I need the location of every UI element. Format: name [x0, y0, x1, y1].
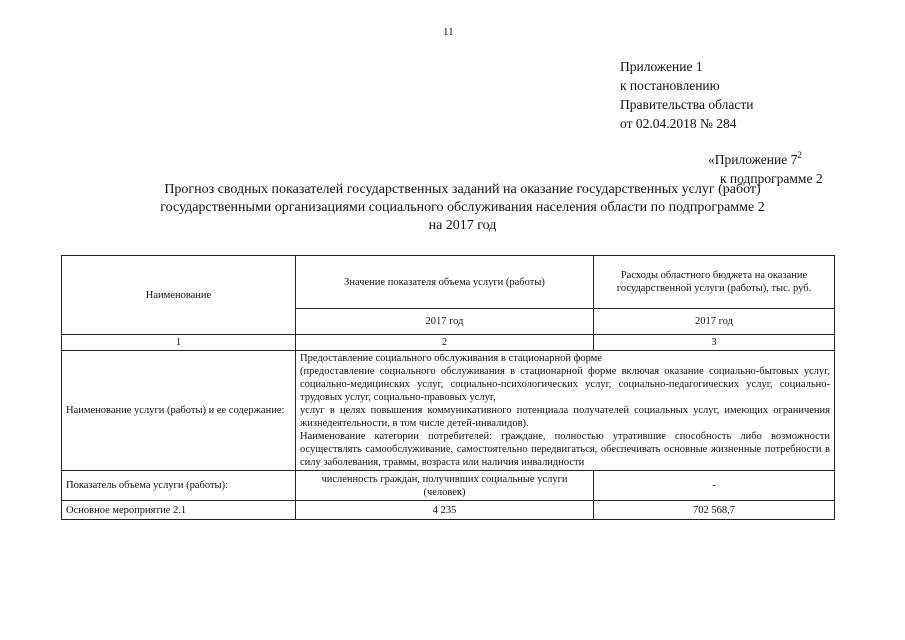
- table-row: [62, 501, 835, 520]
- header-year-expenses: 2017 год: [594, 309, 835, 335]
- appendix-header-line1: Приложение 1: [620, 59, 703, 74]
- service-description: [296, 351, 835, 471]
- page-number: 11: [443, 26, 454, 38]
- document-title-line2: государственными организациями социального обслуживания населения области по подпрограмме 2: [160, 200, 765, 215]
- indicators-table: [61, 255, 835, 520]
- appendix-header-line4: от 02.04.2018 № 284: [620, 116, 737, 131]
- activity-value: 4 235: [296, 501, 594, 520]
- column-number-2: 2: [296, 335, 594, 351]
- column-number-1: 1: [62, 335, 296, 351]
- service-description-line2: (предоставление социального обслуживания в стационарной форме включая оказание социально-бытовых услуг, социально-медицинских услуг, социально-психологических услуг, социально-педагогических услуг, социально-трудовых услуг, социально-правовых услуг,: [300, 366, 830, 403]
- document-title: [60, 181, 865, 235]
- header-expenses: Расходы областного бюджета на оказание государственной услуги (работы), тыс. руб.: [594, 256, 835, 309]
- document-title-line3: на 2017 год: [428, 218, 497, 233]
- service-label: Наименование услуги (работы) и ее содержание:: [62, 351, 296, 471]
- appendix-header-line3: Правительства области: [620, 97, 754, 112]
- activity-expenses: 702 568,7: [594, 501, 835, 520]
- table-row: [62, 351, 835, 471]
- appendix-header: [620, 57, 753, 133]
- appendix-reference-prefix: «Приложение 7: [708, 152, 798, 167]
- appendix-reference-line2: к подпрограмме 2: [720, 171, 823, 186]
- activity-label: Основное мероприятие 2.1: [62, 501, 296, 520]
- table-column-numbers-row: [62, 335, 835, 351]
- header-name: Наименование: [62, 256, 296, 335]
- table-header-row: [62, 256, 835, 309]
- appendix-reference-superscript: 2: [797, 150, 802, 160]
- indicator-label: Показатель объема услуги (работы):: [62, 471, 296, 501]
- service-description-line1: Предоставление социального обслуживания в стационарной форме: [300, 353, 603, 364]
- service-description-line3: услуг в целях повышения коммуникативного потенциала получателей социальных услуг, имеющих ограничения жизнедеятельности, в том числе детей-инвалидов).: [300, 405, 830, 429]
- service-description-line4: Наименование категории потребителей: граждане, полностью утратившие способность либо возможности осуществлять самообслуживание, самостоятельно передвигаться, обеспечивать основные жизненные потребности в силу заболевания, травмы, возраста или наличия инвалидности: [300, 431, 830, 468]
- appendix-header-line2: к постановлению: [620, 78, 720, 93]
- table-row: [62, 471, 835, 501]
- header-indicator: Значение показателя объема услуги (работы): [296, 256, 594, 309]
- column-number-3: 3: [594, 335, 835, 351]
- indicator-expenses: -: [594, 471, 835, 501]
- header-year-indicator: 2017 год: [296, 309, 594, 335]
- indicator-value: численность граждан, получивших социальные услуги (человек): [296, 471, 594, 501]
- document-title-line1: Прогноз сводных показателей государственных заданий на оказание государственных услуг (работ): [164, 182, 761, 197]
